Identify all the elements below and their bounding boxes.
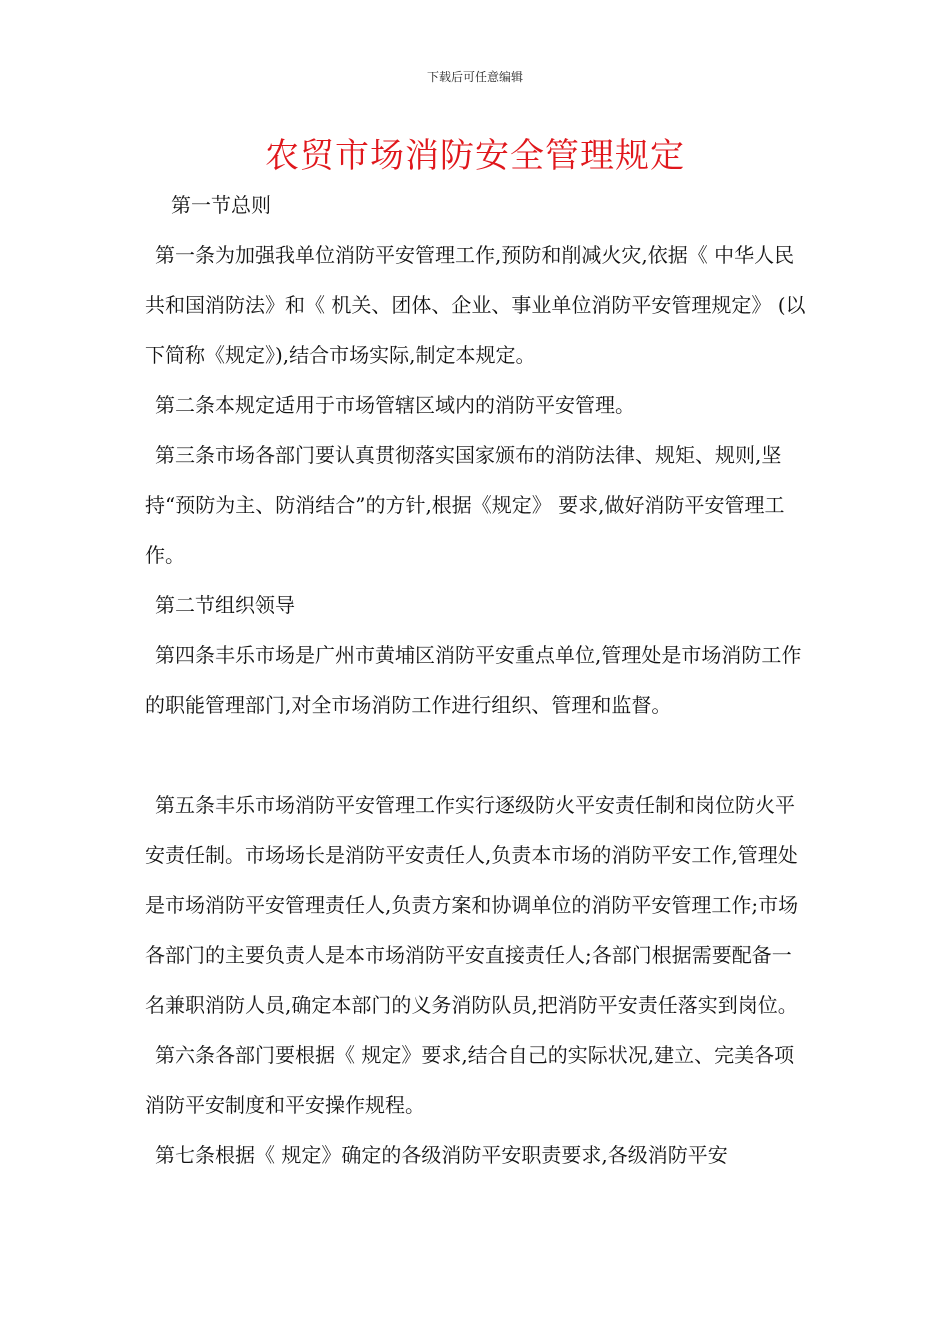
section-heading-organization: 第二节组织领导	[155, 593, 295, 617]
paragraph-gap	[145, 730, 810, 780]
article-4: 第四条丰乐市场是广州市黄埔区消防平安重点单位,管理处是市场消防工作的职能管理部门,对全市场消防工作进行组织、管理和监督。	[145, 643, 802, 717]
article-6: 第六条各部门要根据《 规定》要求,结合自己的实际状况,建立、完美各项消防平安制度和平安操作规程。	[145, 1043, 795, 1117]
article-3: 第三条市场各部门要认真贯彻落实国家颁布的消防法律、规矩、规则,坚持“预防为主、防消结合”的方针,根据《规定》 要求,做好消防平安管理工作。	[145, 443, 785, 567]
header-note: 下载后可任意编辑	[426, 70, 523, 84]
document-body	[145, 180, 810, 1180]
document-title: 农贸市场消防安全管理规定	[265, 136, 685, 176]
article-5: 第五条丰乐市场消防平安管理工作实行逐级防火平安责任制和岗位防火平安责任制。市场场长是消防平安责任人,负责本市场的消防平安工作,管理处是市场消防平安管理责任人,负责方案和协调单位的消防平安管理工作;市场各部门的主要负责人是本市场消防平安直接责任人;各部门根据需要配备一名兼职消防人员,确定本部门的义务消防队员,把消防平安责任落实到岗位。	[145, 793, 799, 1017]
section-heading-general: 第一节总则	[171, 193, 271, 217]
article-2: 第二条本规定适用于市场管辖区域内的消防平安管理。	[155, 393, 635, 417]
article-7: 第七条根据《 规定》确定的各级消防平安职责要求,各级消防平安	[155, 1143, 728, 1167]
article-1: 第一条为加强我单位消防平安管理工作,预防和削减火灾,依据《 中华人民共和国消防法》和《 机关、团体、企业、事业单位消防平安管理规定》 (以下简称《规定》),结合市场实际,制定本规定。	[145, 243, 806, 367]
